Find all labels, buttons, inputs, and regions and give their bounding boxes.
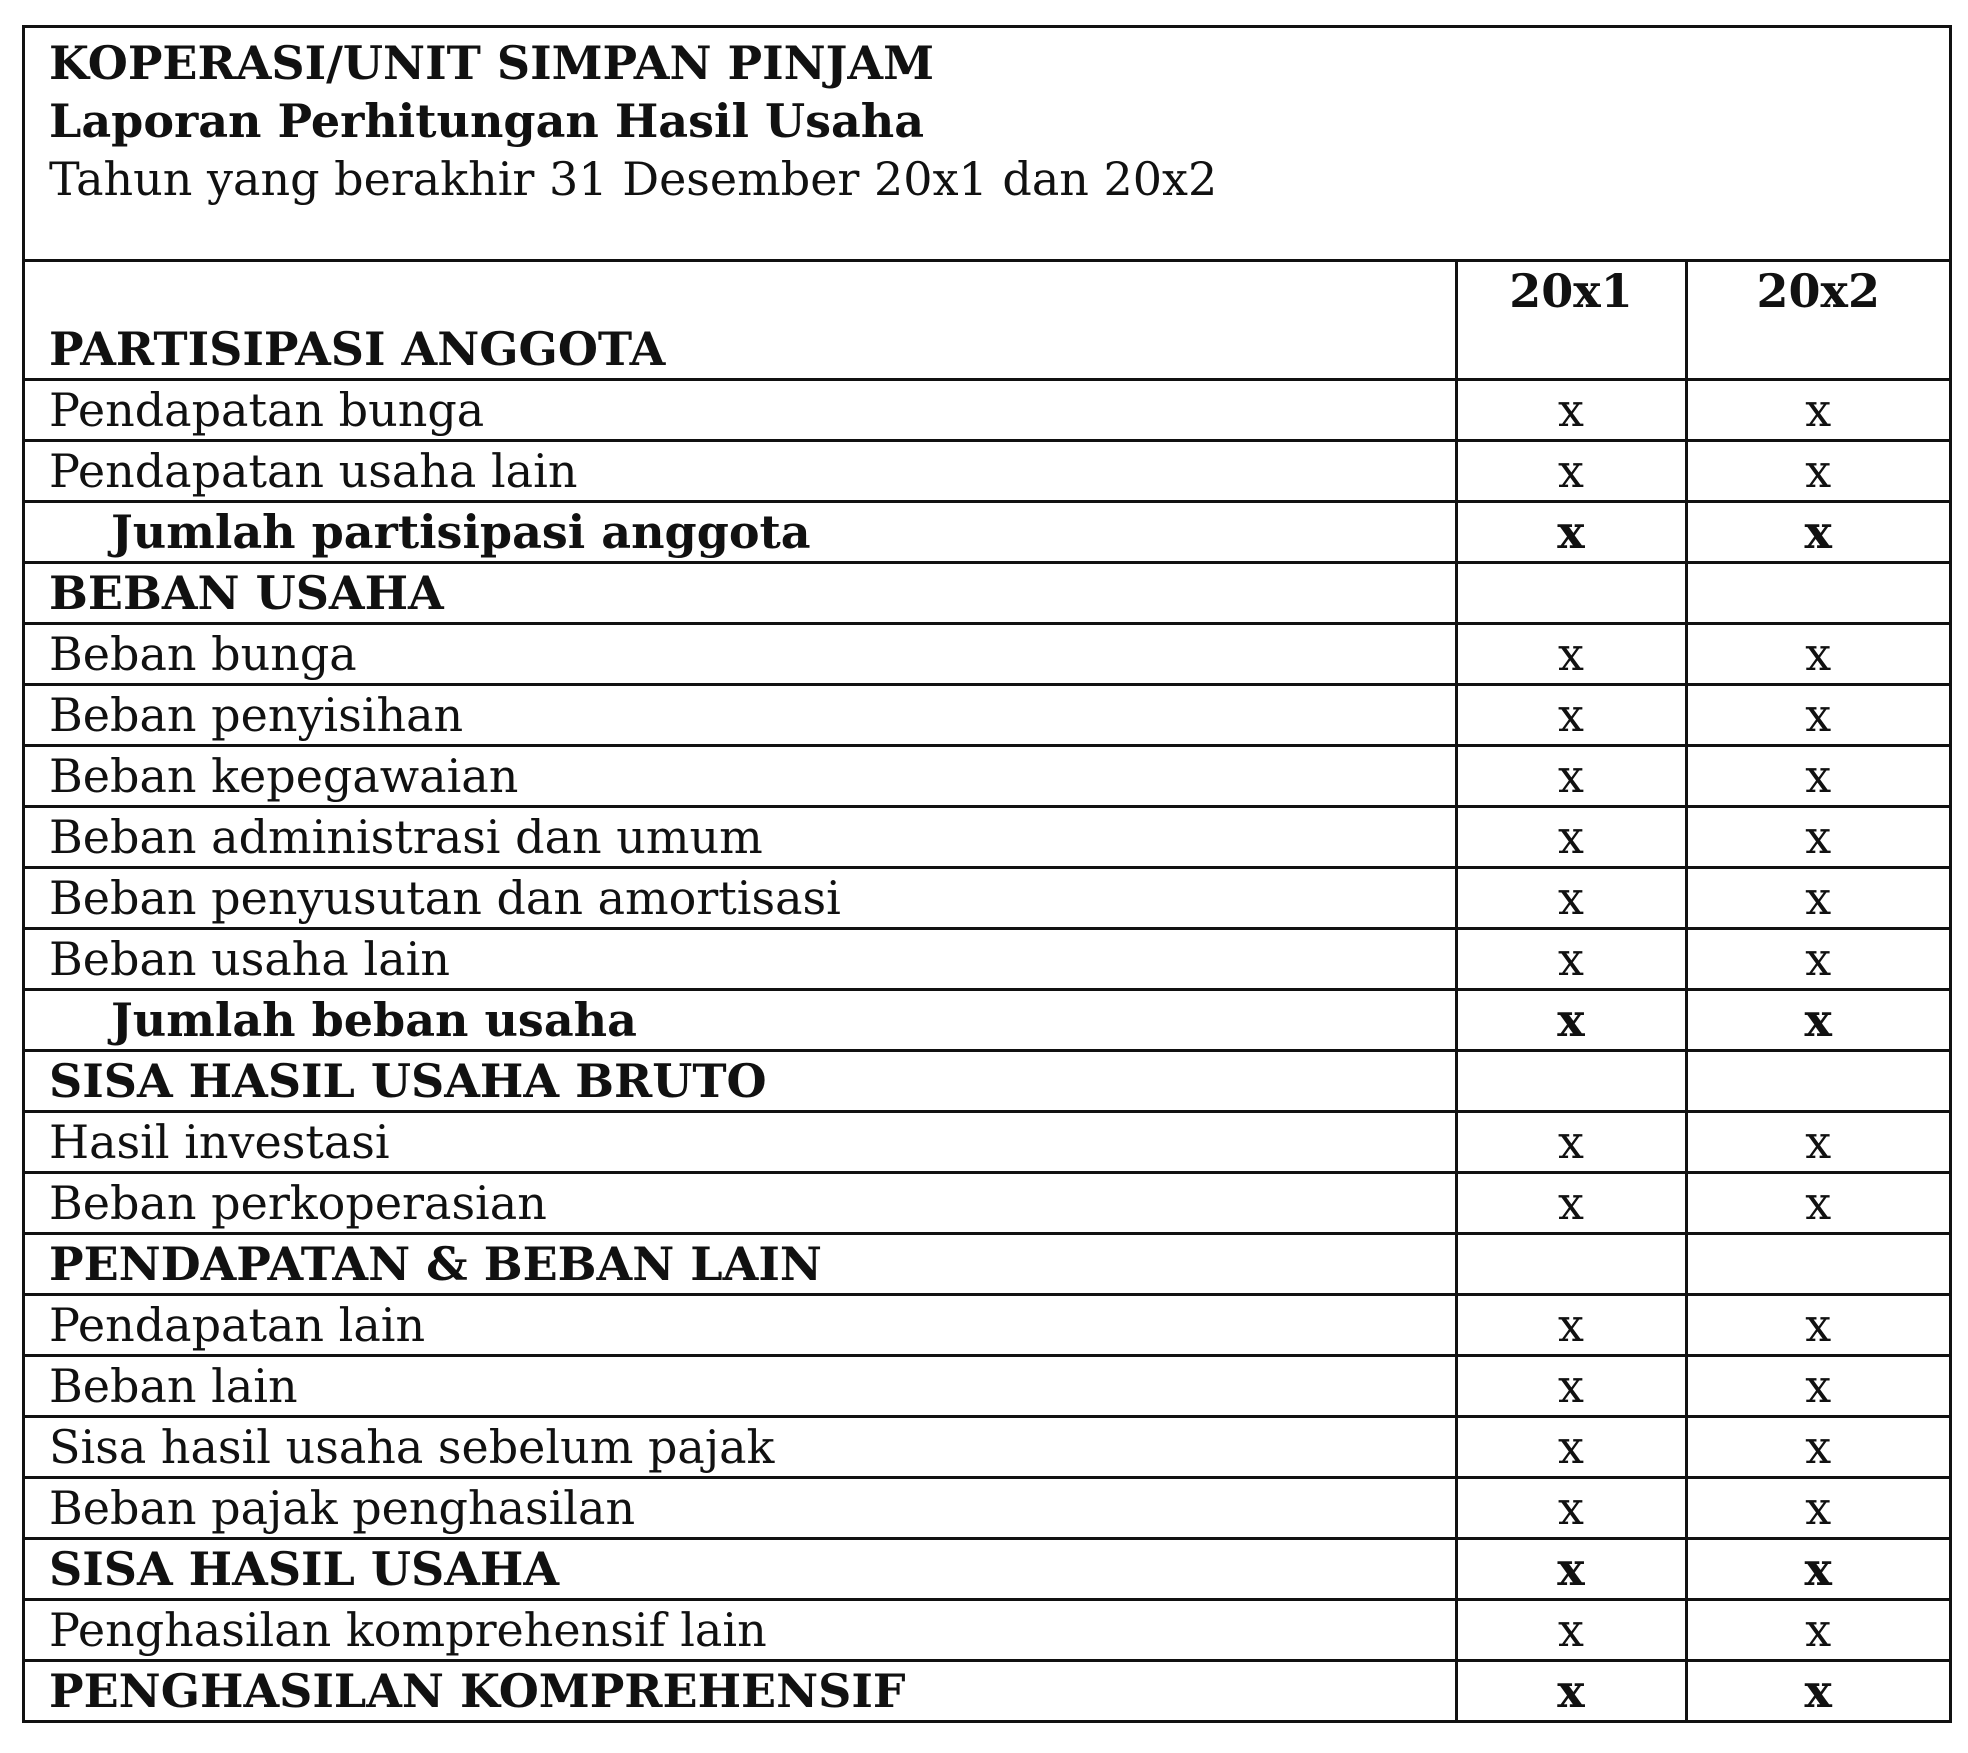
table-row [25,1295,1949,1356]
value-20x2: x [1686,1417,1949,1478]
value-20x1: x [1456,685,1686,746]
value-20x1: x [1456,624,1686,685]
table-row [25,1478,1949,1539]
value-20x1 [1456,1051,1686,1112]
value-20x2: x [1686,502,1949,563]
item-label: Beban lain [25,1356,1456,1417]
value-20x2 [1686,320,1949,380]
value-20x2: x [1686,624,1949,685]
subtotal-label: Jumlah partisipasi anggota [25,502,1456,563]
value-20x2 [1686,1051,1949,1112]
value-20x2 [1686,1234,1949,1295]
item-label: Beban usaha lain [25,929,1456,990]
item-label: Pendapatan bunga [25,380,1456,441]
report-period: Tahun yang berakhir 31 Desember 20x1 dan 20x2 [49,152,1218,206]
table-row [25,807,1949,868]
value-20x1: x [1456,502,1686,563]
value-20x2: x [1686,868,1949,929]
value-20x1 [1456,1234,1686,1295]
value-20x1: x [1456,1417,1686,1478]
income-statement-table [25,262,1949,1720]
table-row [25,320,1949,380]
value-20x2: x [1686,1356,1949,1417]
section-label: PARTISIPASI ANGGOTA [49,322,666,376]
value-20x2: x [1686,1112,1949,1173]
table-row [25,624,1949,685]
value-20x2: x [1686,1478,1949,1539]
table-header-row [25,262,1949,320]
value-20x1: x [1456,1295,1686,1356]
value-20x2: x [1686,990,1949,1051]
table-row [25,441,1949,502]
value-20x2: x [1686,1173,1949,1234]
table-row [25,1112,1949,1173]
value-20x1: x [1456,1112,1686,1173]
value-20x2: x [1686,1539,1949,1600]
value-20x1: x [1456,868,1686,929]
total-label: PENGHASILAN KOMPREHENSIF [25,1661,1456,1721]
table-row [25,502,1949,563]
value-20x1: x [1456,1661,1686,1721]
item-label: Beban bunga [25,624,1456,685]
value-20x2 [1686,563,1949,624]
value-20x1: x [1456,1539,1686,1600]
table-row [25,1356,1949,1417]
item-label: Hasil investasi [25,1112,1456,1173]
item-label: Beban pajak penghasilan [25,1478,1456,1539]
value-20x1: x [1456,1173,1686,1234]
item-label: Sisa hasil usaha sebelum pajak [25,1417,1456,1478]
table-row [25,1661,1949,1721]
report-header [25,28,1949,262]
table-row [25,563,1949,624]
value-20x2: x [1686,441,1949,502]
item-label: Beban penyisihan [25,685,1456,746]
value-20x1 [1456,320,1686,380]
item-label: Penghasilan komprehensif lain [25,1600,1456,1661]
item-label: Beban perkoperasian [25,1173,1456,1234]
header-year-2: 20x2 [1686,262,1949,320]
header-label-cell [25,262,1456,320]
item-label: Beban kepegawaian [25,746,1456,807]
value-20x2: x [1686,929,1949,990]
table-row [25,1051,1949,1112]
item-label: Beban administrasi dan umum [25,807,1456,868]
value-20x2: x [1686,1295,1949,1356]
value-20x2: x [1686,380,1949,441]
table-row [25,990,1949,1051]
table-row [25,1539,1949,1600]
value-20x1: x [1456,1600,1686,1661]
value-20x1 [1456,563,1686,624]
table-row [25,746,1949,807]
value-20x1: x [1456,1478,1686,1539]
income-statement-report [22,25,1952,1723]
table-row [25,685,1949,746]
value-20x1: x [1456,1356,1686,1417]
value-20x2: x [1686,1661,1949,1721]
value-20x1: x [1456,990,1686,1051]
value-20x1: x [1456,380,1686,441]
table-row [25,1173,1949,1234]
table-row [25,380,1949,441]
section-label: PENDAPATAN & BEBAN LAIN [25,1234,1456,1295]
header-year-1: 20x1 [1456,262,1686,320]
table-row [25,1234,1949,1295]
entity-name: KOPERASI/UNIT SIMPAN PINJAM [49,36,935,90]
value-20x2: x [1686,807,1949,868]
value-20x2: x [1686,685,1949,746]
value-20x1: x [1456,807,1686,868]
value-20x2: x [1686,1600,1949,1661]
table-row [25,929,1949,990]
table-row [25,868,1949,929]
report-title: Laporan Perhitungan Hasil Usaha [49,94,925,148]
table-row [25,1417,1949,1478]
item-label: Pendapatan usaha lain [25,441,1456,502]
value-20x1: x [1456,441,1686,502]
table-row [25,1600,1949,1661]
section-label: SISA HASIL USAHA BRUTO [25,1051,1456,1112]
item-label: Pendapatan lain [25,1295,1456,1356]
item-label: Beban penyusutan dan amortisasi [25,868,1456,929]
section-label: BEBAN USAHA [25,563,1456,624]
value-20x1: x [1456,746,1686,807]
total-label: SISA HASIL USAHA [25,1539,1456,1600]
value-20x1: x [1456,929,1686,990]
value-20x2: x [1686,746,1949,807]
subtotal-label: Jumlah beban usaha [25,990,1456,1051]
